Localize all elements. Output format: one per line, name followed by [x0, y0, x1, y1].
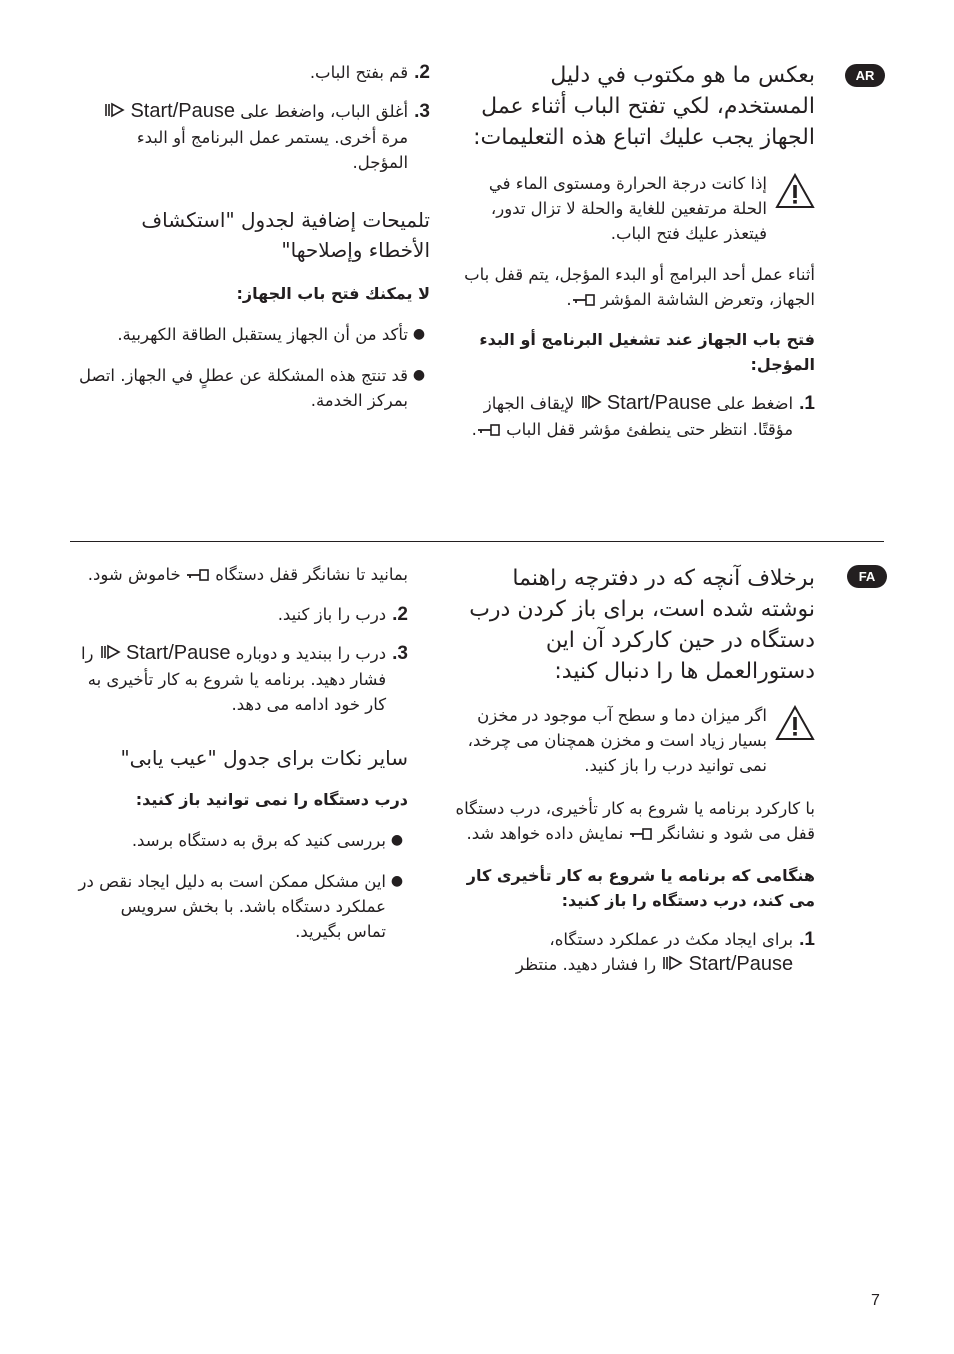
list-item: ● این مشکل ممکن است به دلیل ایجاد نقص در عملکرد دستگاه باشد. با بخش سرویس تماس بگیرید.	[78, 869, 408, 944]
ar-intro-heading: بعكس ما هو مكتوب في دليل المستخدم، لكي تفتح الباب أثناء عمل الجهاز يجب عليك اتباع هذه التعليمات:	[473, 63, 815, 150]
ar-troubleshooting-heading: تلميحات إضافية لجدول "استكشاف الأخطاء وإصلاحها"	[141, 208, 430, 262]
language-badge-fa: FA	[847, 565, 887, 588]
ar-cannot-open-heading: لا يمكنك فتح باب الجهاز:	[236, 284, 430, 303]
start-pause-label: Start/Pause	[688, 953, 794, 975]
ar-step-2	[78, 60, 430, 85]
ar-para-locked: أثناء عمل أحد البرامج أو البدء المؤجل، يتم قفل باب الجهاز، وتعرض الشاشة المؤشر .	[455, 262, 815, 313]
bullet-icon: ●	[412, 326, 426, 342]
bullet-icon: ●	[390, 873, 404, 889]
warning-icon	[775, 173, 815, 213]
step-number: 2.	[414, 62, 430, 83]
list-item: ● تأكد من أن الجهاز يستقبل الطاقة الكهربية.	[78, 322, 430, 347]
step-number: 3.	[392, 643, 408, 664]
fa-left-column	[78, 562, 408, 944]
ar-warning	[455, 171, 815, 246]
fa-open-door-heading: هنگامی که برنامه یا شروع به کار تأخیری کار می کند، درب دستگاه را باز کنید:	[466, 866, 815, 910]
fa-warning	[455, 703, 815, 778]
bullet-icon: ●	[412, 367, 426, 383]
fa-warning-text: اگر میزان دما و سطح آب موجود در مخزن بسیار زیاد است و مخزن همچنان می چرخد، نمی توانید درب را باز کنید.	[467, 706, 767, 775]
fa-cannot-open-heading: درب دستگاه را نمی توانید باز کنید:	[135, 790, 408, 809]
start-pause-icon	[580, 392, 602, 417]
ar-right-column	[455, 60, 815, 443]
step-text: درب را ببندید و دوباره Start/Pause را فشار دهید. برنامه یا شروع به کار تأخیری به کار خود ادامه می دهد.	[80, 642, 387, 714]
start-pause-label: Start/Pause	[606, 392, 712, 414]
ar-step-1	[455, 391, 815, 443]
list-item: ● بررسی کنید که برق به دستگاه برسد.	[78, 828, 408, 853]
step-number: 1.	[799, 393, 815, 414]
section-divider	[70, 541, 884, 542]
ar-warning-text: إذا كانت درجة الحرارة ومستوى الماء في الحلة مرتفعين للغاية والحلة لا تزال تدور، فيتعذر عليك فتح الباب.	[488, 174, 767, 243]
fa-para-locked: با کارکرد برنامه یا شروع به کار تأخیری، درب دستگاه قفل می شود و نشانگر نمایش داده خواهد شد.	[455, 796, 815, 847]
step-text: أغلق الباب، واضغط على Start/Pause مرة أخرى. يستمر عمل البرنامج أو البدء المؤجل.	[78, 99, 408, 175]
fa-step-2	[78, 602, 408, 627]
ar-open-door-heading: فتح باب الجهاز عند تشغيل البرنامج أو البدء المؤجل:	[479, 330, 815, 374]
page-number: 7	[871, 1292, 880, 1309]
step-number: 1.	[799, 929, 815, 950]
start-pause-label: Start/Pause	[130, 100, 235, 122]
fa-troubleshooting-heading: سایر نکات برای جدول "عیب یابی"	[120, 746, 408, 770]
fa-right-column	[455, 563, 815, 978]
step-number: 2.	[392, 604, 408, 625]
step-text: قم بفتح الباب.	[309, 63, 409, 82]
bullet-icon: ●	[390, 832, 404, 848]
ar-step-3	[78, 99, 430, 175]
fa-step-1	[455, 927, 815, 978]
ar-left-column	[78, 60, 430, 413]
start-pause-icon	[99, 642, 121, 667]
door-lock-icon	[572, 288, 596, 313]
language-badge-ar: AR	[845, 64, 885, 87]
start-pause-icon	[103, 100, 125, 125]
door-lock-icon	[477, 418, 501, 443]
start-pause-label: Start/Pause	[126, 642, 231, 664]
door-lock-icon	[186, 563, 210, 588]
start-pause-icon	[661, 953, 683, 978]
fa-step-1-continued: بمانید تا نشانگر قفل دستگاه خاموش شود.	[78, 562, 408, 588]
step-text: درب را باز کنید.	[277, 605, 387, 624]
step-text: اضغط على Start/Pause لإيقاف الجهاز مؤقتًا. انتظر حتى ينطفئ مؤشر قفل الباب .	[455, 391, 793, 443]
door-lock-icon	[629, 822, 653, 847]
fa-step-3	[78, 641, 408, 717]
fa-intro-heading: برخلاف آنچه که در دفترچه راهنما نوشته شده است، برای باز کردن درب دستگاه در حین کارکرد آن این دستورالعمل ها را دنبال کنید:	[469, 566, 815, 684]
warning-icon	[775, 705, 815, 745]
list-item: ● قد تنتج هذه المشكلة عن عطلٍ في الجهاز. اتصل بمركز الخدمة.	[78, 363, 430, 413]
step-number: 3.	[414, 101, 430, 122]
step-text: برای ایجاد مکث در عملکرد دستگاه، Start/Pause را فشار دهید. منتظر	[455, 927, 793, 978]
